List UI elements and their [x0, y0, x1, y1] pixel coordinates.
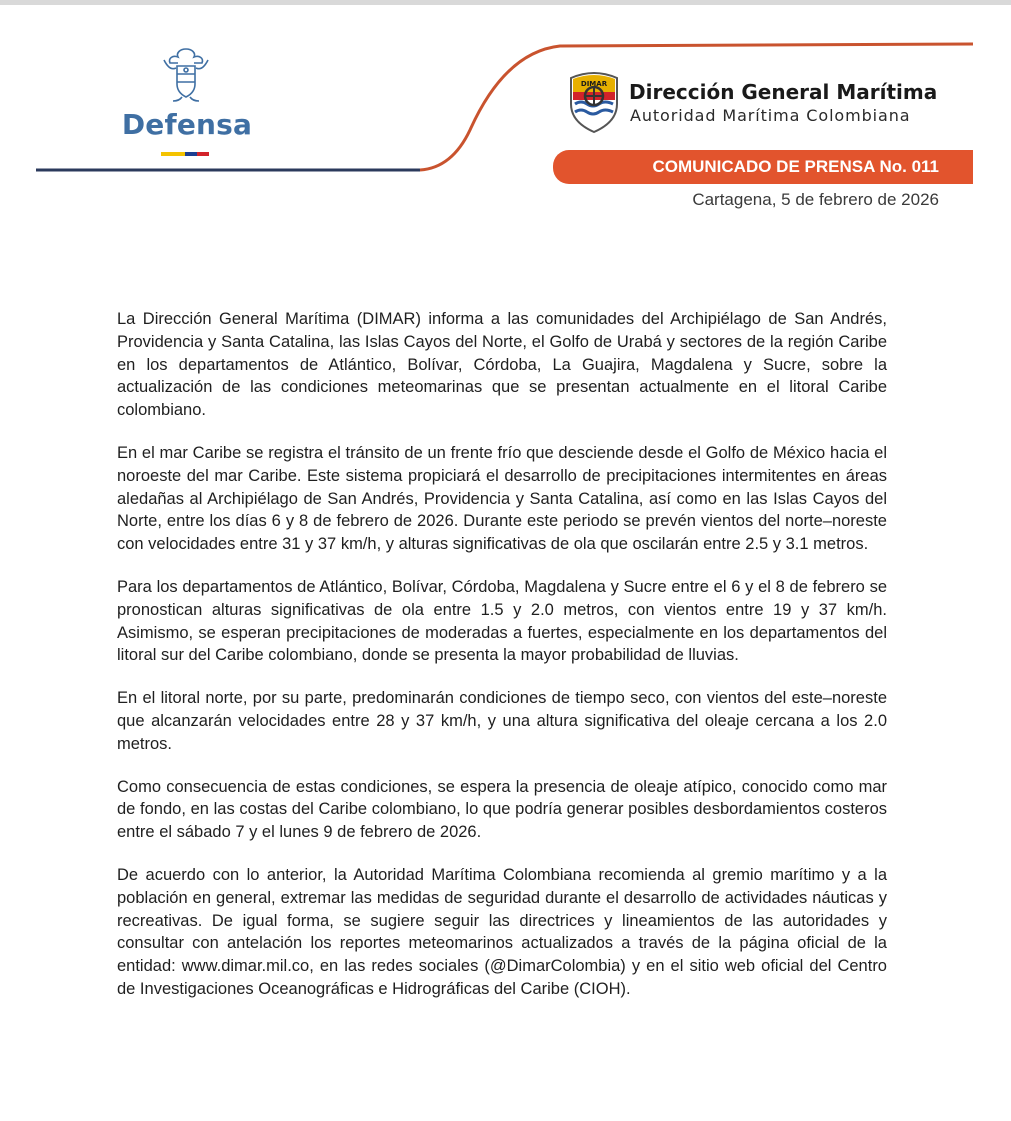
ministry-logo-text: Defensa: [121, 108, 253, 141]
body-paragraph: Como consecuencia de estas condiciones, se espera la presencia de oleaje atípico, conocido como mar de fondo, en las costas del Caribe colombiano, lo que podría generar posibles desbordamientos costeros entre el sábado 7 y el lunes 9 de febrero de 2026.: [117, 777, 887, 842]
press-release-body: [117, 308, 887, 1021]
body-paragraph: En el mar Caribe se registra el tránsito de un frente frío que desciende desde el Golfo de México hacia el noroeste del mar Caribe. Este sistema propiciará el desarrollo de precipitaciones intermitentes en áreas aledañas al Archipiélago de San Andrés, Providencia y Santa Catalina, así como en las Islas Cayos del Norte, entre los días 6 y 8 de febrero de 2026. Durante este periodo se prevén vientos del norte–noreste con velocidades entre 31 y 37 km/h, y alturas significativas de ola que oscilarán entre 2.5 y 3.1 metros.: [117, 443, 887, 554]
coat-of-arms-icon: [160, 46, 212, 104]
body-paragraph: En el litoral norte, por su parte, predominarán condiciones de tiempo seco, con vientos del este–noreste que alcanzarán velocidades entre 28 y 37 km/h, y una altura significativa del oleaje cercana a los 2.0 metros.: [117, 689, 887, 753]
body-paragraph: De acuerdo con lo anterior, la Autoridad Marítima Colombiana recomienda al gremio marítimo y a la población en general, extremar las medidas de seguridad durante el desarrollo de actividades náuticas y recreativas. De igual forma, se sugiere seguir las directrices y lineamientos de las autoridades y consultar con antelación los reportes meteomarinos actualizados a través de la página oficial de la entidad: www.dimar.mil.co, en las redes sociales (@DimarColombia) y en el sitio web oficial del Centro de Investigaciones Oceanográficas e Hidrográficas del Caribe (CIOH).: [117, 865, 887, 998]
dimar-emblem-text: DIMAR: [580, 80, 608, 88]
press-release-banner: COMUNICADO DE PRENSA No. 011: [553, 150, 973, 184]
agency-subtitle: Autoridad Marítima Colombiana: [630, 106, 911, 125]
dimar-emblem-icon: [567, 70, 621, 134]
colombia-flag-stripe: [161, 152, 209, 156]
body-paragraph: Para los departamentos de Atlántico, Bolívar, Córdoba, Magdalena y Sucre entre el 6 y el 8 de febrero se pronostican alturas significativas de ola entre 1.5 y 2.0 metros, con vientos entre 19 y 37 km/h. Asimismo, se esperan precipitaciones de moderadas a fuertes, especialmente en los departamentos del litoral sur del Caribe colombiano, donde se presenta la mayor probabilidad de lluvias.: [117, 577, 887, 665]
agency-logo: [567, 70, 967, 140]
body-paragraph: La Dirección General Marítima (DIMAR) informa a las comunidades del Archipiélago de San Andrés, Providencia y Santa Catalina, las Islas Cayos del Norte, el Golfo de Urabá y sectores de la región Caribe en los departamentos de Atlántico, Bolívar, Córdoba, La Guajira, Magdalena y Sucre, sobre la actualización de las condiciones meteomarinas que se presentan actualmente en el litoral Caribe colombiano.: [117, 310, 887, 420]
dateline: Cartagena, 5 de febrero de 2026: [692, 190, 939, 209]
ministry-logo: [112, 46, 262, 161]
agency-name: Dirección General Marítima: [629, 80, 938, 104]
